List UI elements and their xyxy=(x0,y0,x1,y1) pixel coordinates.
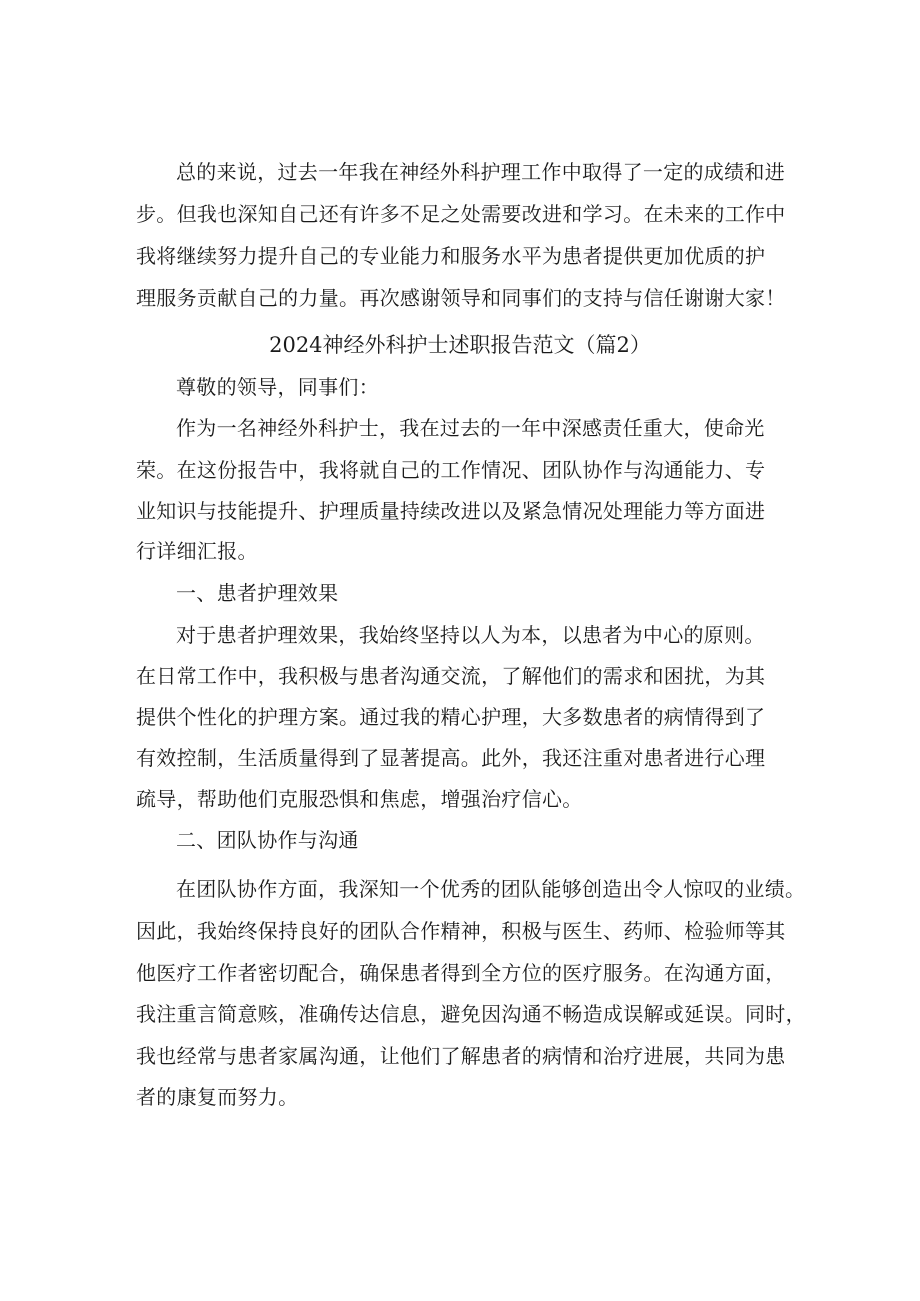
section1-line-1: 对于患者护理效果，我始终坚持以人为本，以患者为中心的原则。 xyxy=(176,623,765,647)
section1-line-2: 在日常工作中，我积极与患者沟通交流，了解他们的需求和困扰，为其 xyxy=(136,664,766,688)
section1-heading: 一、患者护理效果 xyxy=(176,581,339,605)
section2-line-1: 在团队协作方面，我深知一个优秀的团队能够创造出令人惊叹的业绩。 xyxy=(176,877,806,901)
intro-line-3: 我将继续努力提升自己的专业能力和服务水平为患者提供更加优质的护 xyxy=(136,244,766,268)
opening-line-3: 业知识与技能提升、护理质量持续改进以及紧急情况处理能力等方面进 xyxy=(136,499,766,523)
opening-line-2: 荣。在这份报告中，我将就自己的工作情况、团队协作与沟通能力、专 xyxy=(136,458,766,482)
intro-line-1: 总的来说，过去一年我在神经外科护理工作中取得了一定的成绩和进 xyxy=(176,160,785,184)
intro-line-2: 步。但我也深知自己还有许多不足之处需要改进和学习。在未来的工作中 xyxy=(136,202,786,226)
section2-line-6: 者的康复而努力。 xyxy=(136,1085,299,1109)
section2-line-2: 因此，我始终保持良好的团队合作精神，积极与医生、药师、检验师等其 xyxy=(136,919,786,943)
greeting: 尊敬的领导，同事们： xyxy=(176,375,379,399)
document-title: 2024神经外科护士述职报告范文（篇2） xyxy=(269,333,651,357)
section2-line-4: 我注重言简意赅，准确传达信息，避免因沟通不畅造成误解或延误。同时， xyxy=(136,1002,806,1026)
opening-line-1: 作为一名神经外科护士，我在过去的一年中深感责任重大，使命光 xyxy=(176,416,765,440)
section2-line-3: 他医疗工作者密切配合，确保患者得到全方位的医疗服务。在沟通方面， xyxy=(136,961,786,985)
section1-line-4: 有效控制，生活质量得到了显著提高。此外，我还注重对患者进行心理 xyxy=(136,746,766,770)
intro-line-4: 理服务贡献自己的力量。再次感谢领导和同事们的支持与信任谢谢大家！ xyxy=(136,286,786,310)
section1-line-3: 提供个性化的护理方案。通过我的精心护理，大多数患者的病情得到了 xyxy=(136,705,766,729)
section2-heading: 二、团队协作与沟通 xyxy=(176,828,359,852)
section1-line-5: 疏导，帮助他们克服恐惧和焦虑，增强治疗信心。 xyxy=(136,787,583,811)
section2-line-5: 我也经常与患者家属沟通，让他们了解患者的病情和治疗进展，共同为患 xyxy=(136,1044,786,1068)
opening-line-4: 行详细汇报。 xyxy=(136,539,258,563)
